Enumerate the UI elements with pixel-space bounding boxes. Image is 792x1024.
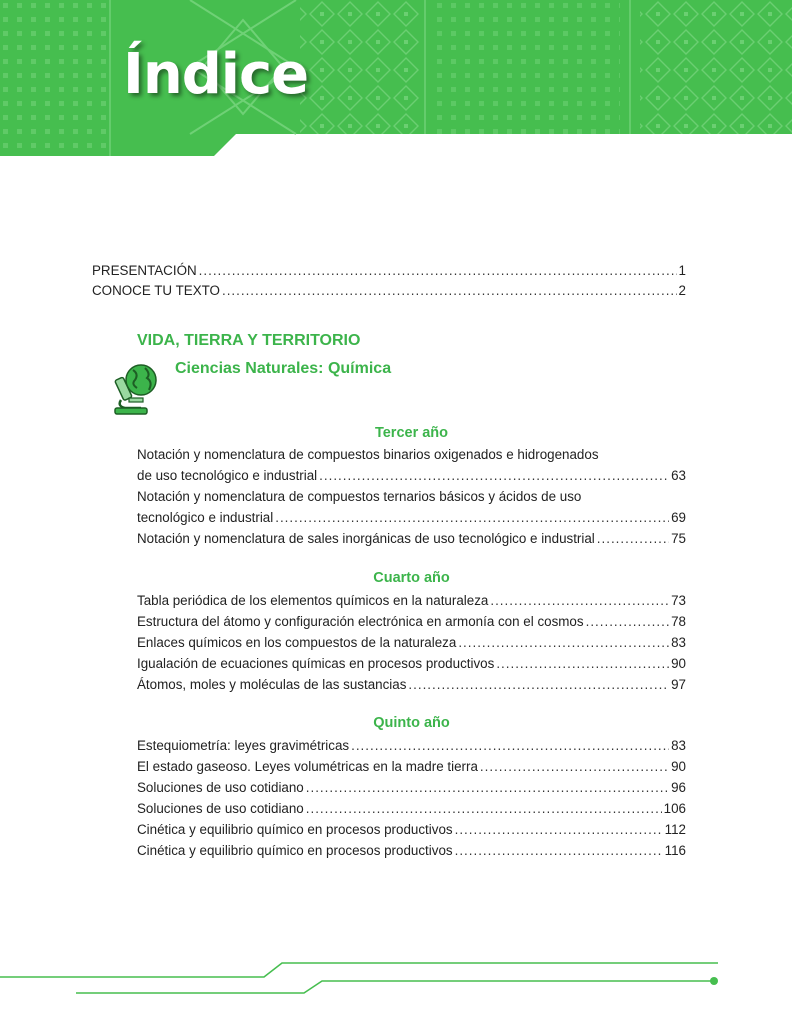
dot-leader [275, 508, 669, 528]
toc-entry[interactable] [137, 591, 686, 611]
section-heading-quinto-ano: Quinto año [373, 715, 450, 731]
toc-entry-page: 106 [663, 801, 686, 816]
toc-entry-page: 83 [671, 738, 686, 753]
toc-entry-page: 96 [671, 780, 686, 795]
section-heading-cuarto-ano: Cuarto año [373, 570, 450, 586]
toc-entry-page: 116 [664, 843, 686, 858]
toc-entry-title: Soluciones de uso cotidiano [137, 780, 304, 795]
toc-entry-title: Notación y nomenclatura de sales inorgánicas de uso tecnológico e industrial [137, 531, 595, 546]
toc-entry[interactable] [137, 778, 686, 798]
toc-entry-page: 112 [664, 822, 686, 837]
dot-leader [597, 529, 669, 549]
toc-entry-page: 2 [678, 283, 686, 298]
microscope-globe-icon [107, 362, 165, 416]
toc-entry[interactable] [137, 508, 686, 528]
dot-leader [480, 757, 669, 777]
dot-leader [490, 591, 669, 611]
section-heading-tercer-ano: Tercer año [374, 425, 449, 441]
toc-entry-presentacion[interactable] [92, 261, 686, 281]
dot-leader [306, 799, 662, 819]
toc-entry[interactable] [137, 820, 686, 840]
toc-entry-page: 83 [671, 635, 686, 650]
subject-title: Ciencias Naturales: Química [175, 360, 392, 377]
toc-entry[interactable] [137, 633, 686, 653]
page-title: Índice [123, 42, 309, 107]
footer-decoration [0, 955, 792, 995]
toc-entry[interactable] [137, 799, 686, 819]
toc-entry-title: Tabla periódica de los elementos químicos en la naturaleza [137, 593, 489, 608]
toc-entry-page: 78 [671, 614, 686, 629]
toc-entry-line1[interactable]: Notación y nomenclatura de compuestos ternarios básicos y ácidos de uso [137, 489, 582, 504]
dot-leader [586, 612, 670, 632]
banner-pattern [0, 0, 792, 156]
dot-leader [455, 820, 663, 840]
toc-entry-title: Átomos, moles y moléculas de las sustancias [137, 677, 407, 692]
toc-entry-page: 69 [671, 510, 686, 525]
dot-leader [455, 841, 663, 861]
toc-entry[interactable] [137, 841, 686, 861]
toc-entry-title: de uso tecnológico e industrial [137, 468, 318, 483]
toc-entry[interactable] [137, 529, 686, 549]
dot-leader [408, 675, 669, 695]
toc-entry-title: CONOCE TU TEXTO [92, 283, 220, 298]
toc-entry[interactable] [137, 612, 686, 632]
toc-entry-page: 1 [678, 263, 686, 278]
toc-entry-title: Estructura del átomo y configuración electrónica en armonía con el cosmos [137, 614, 584, 629]
dot-leader [199, 261, 677, 281]
toc-entry[interactable] [137, 736, 686, 756]
toc-entry-title: Cinética y equilibrio químico en procesos productivos [137, 822, 453, 837]
toc-entry-title: tecnológico e industrial [137, 510, 274, 525]
toc-entry-page: 97 [671, 677, 686, 692]
dot-leader [458, 633, 669, 653]
dot-leader [222, 281, 677, 301]
toc-entry-title: Estequiometría: leyes gravimétricas [137, 738, 350, 753]
dot-leader [496, 654, 669, 674]
dot-leader [351, 736, 669, 756]
toc-entry-title: PRESENTACIÓN [92, 263, 197, 278]
toc-entry-title: Cinética y equilibrio químico en procesos productivos [137, 843, 453, 858]
toc-entry[interactable] [137, 757, 686, 777]
header-banner [0, 0, 792, 156]
toc-entry-line1[interactable]: Notación y nomenclatura de compuestos binarios oxigenados e hidrogenados [137, 447, 599, 462]
toc-entry[interactable] [137, 675, 686, 695]
toc-entry[interactable] [137, 466, 686, 486]
toc-entry-page: 75 [671, 531, 686, 546]
toc-entry-page: 63 [671, 468, 686, 483]
toc-entry-title: Enlaces químicos en los compuestos de la naturaleza [137, 635, 457, 650]
toc-entry[interactable] [137, 654, 686, 674]
toc-entry-title: Soluciones de uso cotidiano [137, 801, 304, 816]
toc-entry-page: 90 [671, 759, 686, 774]
toc-entry-page: 73 [671, 593, 686, 608]
toc-entry-title: Igualación de ecuaciones químicas en procesos productivos [137, 656, 495, 671]
dot-leader [306, 778, 669, 798]
toc-entry-conoce-tu-texto[interactable] [92, 281, 686, 301]
toc-entry-page: 90 [671, 656, 686, 671]
area-title: VIDA, TIERRA Y TERRITORIO [137, 332, 361, 349]
dot-leader [319, 466, 669, 486]
toc-entry-title: El estado gaseoso. Leyes volumétricas en la madre tierra [137, 759, 478, 774]
